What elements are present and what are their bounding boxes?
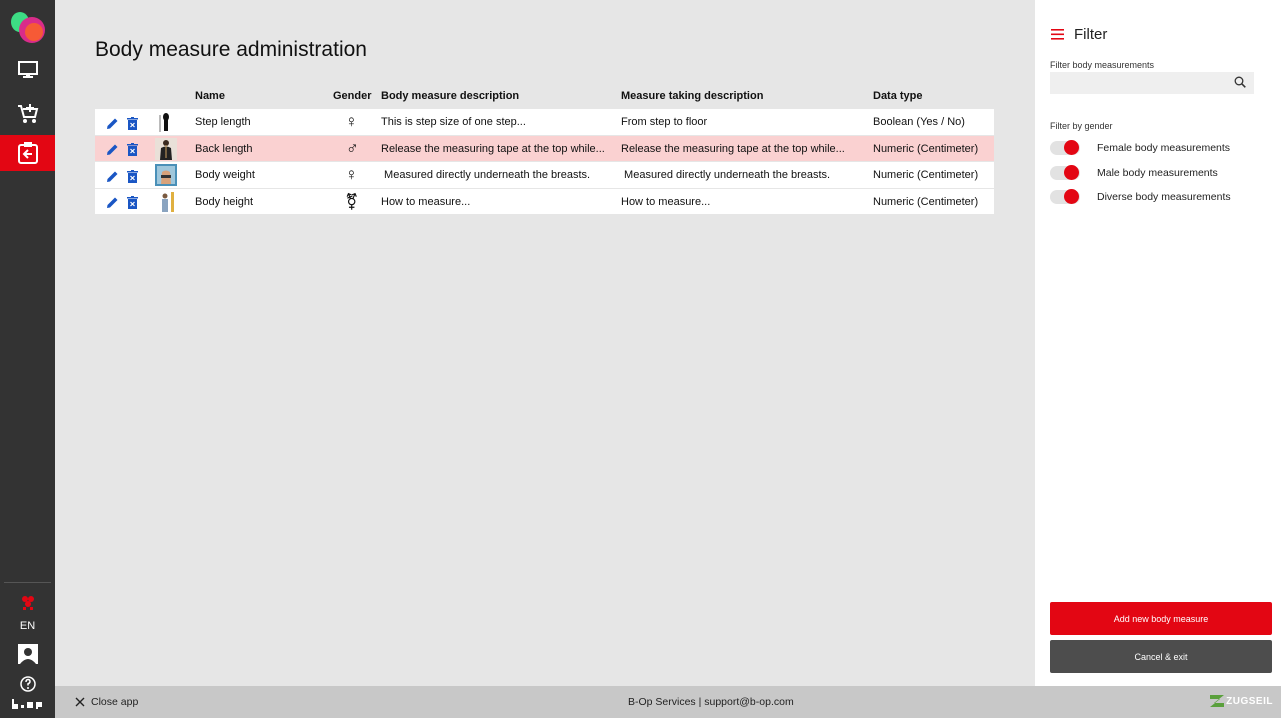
zugseil-logo-icon [1210, 695, 1224, 707]
delete-icon[interactable] [125, 143, 139, 157]
header-gender[interactable]: Gender [333, 90, 372, 102]
gender-filter-label: Filter by gender [1050, 121, 1113, 131]
edit-icon[interactable] [105, 116, 119, 130]
female-symbol-icon: ♀ [345, 112, 358, 131]
toggle-label: Male body measurements [1097, 167, 1218, 179]
toggle-male[interactable] [1050, 164, 1218, 182]
table-row[interactable] [95, 136, 994, 163]
filter-title: Filter [1074, 26, 1108, 43]
table-row[interactable] [95, 189, 994, 216]
close-app-label: Close app [91, 696, 139, 708]
row-measure-description: Release the measuring tape at the top while... [621, 142, 845, 155]
figure-height-icon [155, 191, 177, 213]
male-toggle-switch[interactable] [1050, 166, 1080, 180]
female-symbol-icon: ♀ [345, 165, 358, 184]
sidebar [0, 0, 55, 718]
row-name: Back length [195, 142, 253, 155]
nav-language-flag[interactable] [0, 585, 55, 621]
search-icon[interactable] [1234, 76, 1246, 88]
table-row[interactable] [95, 162, 994, 189]
filter-panel [1035, 0, 1281, 686]
page-title: Body measure administration [95, 38, 367, 61]
menu-icon[interactable] [1051, 29, 1064, 40]
nav-cart[interactable] [0, 96, 55, 132]
delete-icon[interactable] [125, 116, 139, 130]
edit-icon[interactable] [105, 143, 119, 157]
row-data-type: Numeric (Centimeter) [873, 142, 979, 155]
language-label[interactable]: EN [19, 620, 36, 632]
main-content [55, 0, 1035, 686]
toggle-knob [1064, 165, 1079, 180]
toggle-female[interactable] [1050, 139, 1230, 157]
search-input[interactable] [1050, 72, 1254, 94]
table-row[interactable] [95, 109, 994, 136]
figure-back-icon [155, 138, 177, 160]
table-header [95, 84, 994, 109]
close-app-button[interactable] [75, 696, 138, 708]
transgender-symbol-icon: ⚧ [345, 193, 359, 211]
row-measure-description: From step to floor [621, 116, 708, 128]
cancel-exit-button[interactable]: Cancel & exit [1050, 640, 1272, 673]
edit-icon[interactable] [105, 169, 119, 183]
toggle-label: Female body measurements [1097, 142, 1231, 154]
figure-front-icon [155, 164, 177, 186]
header-data-type[interactable]: Data type [873, 90, 923, 102]
row-body-description: Release the measuring tape at the top while... [381, 142, 605, 155]
toggle-knob [1064, 189, 1079, 204]
language-icon [20, 596, 36, 610]
row-name: Body height [195, 195, 254, 208]
toggle-label: Diverse body measurements [1097, 191, 1231, 203]
row-body-description: How to measure... [381, 195, 471, 208]
row-name: Step length [195, 116, 251, 128]
app-logo[interactable] [8, 10, 48, 46]
toggle-knob [1064, 140, 1079, 155]
body-measure-table [95, 84, 994, 215]
add-body-measure-button[interactable]: Add new body measure [1050, 602, 1272, 635]
search-label: Filter body measurements [1050, 60, 1155, 70]
filter-header [1051, 26, 1107, 43]
clipboard-back-icon [18, 142, 38, 164]
male-symbol-icon: ♂ [346, 138, 359, 158]
edit-icon[interactable] [105, 196, 119, 210]
close-icon [75, 697, 85, 707]
brand-logo [1210, 695, 1273, 707]
nav-body-measures[interactable] [0, 135, 55, 171]
footer [55, 686, 1281, 718]
row-measure-description: How to measure... [621, 195, 711, 208]
toggle-diverse[interactable] [1050, 188, 1231, 206]
user-avatar-icon [18, 644, 38, 664]
sidebar-divider [4, 582, 51, 583]
bop-logo-icon [12, 699, 44, 709]
figure-side-icon [155, 111, 177, 133]
footer-contact: B-Op Services | support@b-op.com [628, 696, 794, 708]
diverse-toggle-switch[interactable] [1050, 190, 1080, 204]
delete-icon[interactable] [125, 196, 139, 210]
monitor-icon [18, 61, 38, 79]
row-data-type: Boolean (Yes / No) [873, 116, 965, 128]
header-measure-description[interactable]: Measure taking description [621, 90, 764, 102]
bop-logo [0, 690, 55, 718]
female-toggle-switch[interactable] [1050, 141, 1080, 155]
header-body-description[interactable]: Body measure description [381, 90, 520, 102]
row-body-description: Measured directly underneath the breasts. [381, 169, 591, 181]
header-name[interactable]: Name [195, 90, 225, 102]
brand-name: ZUGSEIL [1226, 695, 1273, 707]
row-name: Body weight [195, 169, 255, 181]
row-data-type: Numeric (Centimeter) [873, 195, 979, 208]
nav-monitor[interactable] [0, 52, 55, 88]
delete-icon[interactable] [125, 169, 139, 183]
row-data-type: Numeric (Centimeter) [873, 169, 979, 181]
row-measure-description: Measured directly underneath the breasts. [621, 169, 831, 181]
row-body-description: This is step size of one step... [381, 116, 526, 128]
add-cart-icon [17, 103, 39, 125]
